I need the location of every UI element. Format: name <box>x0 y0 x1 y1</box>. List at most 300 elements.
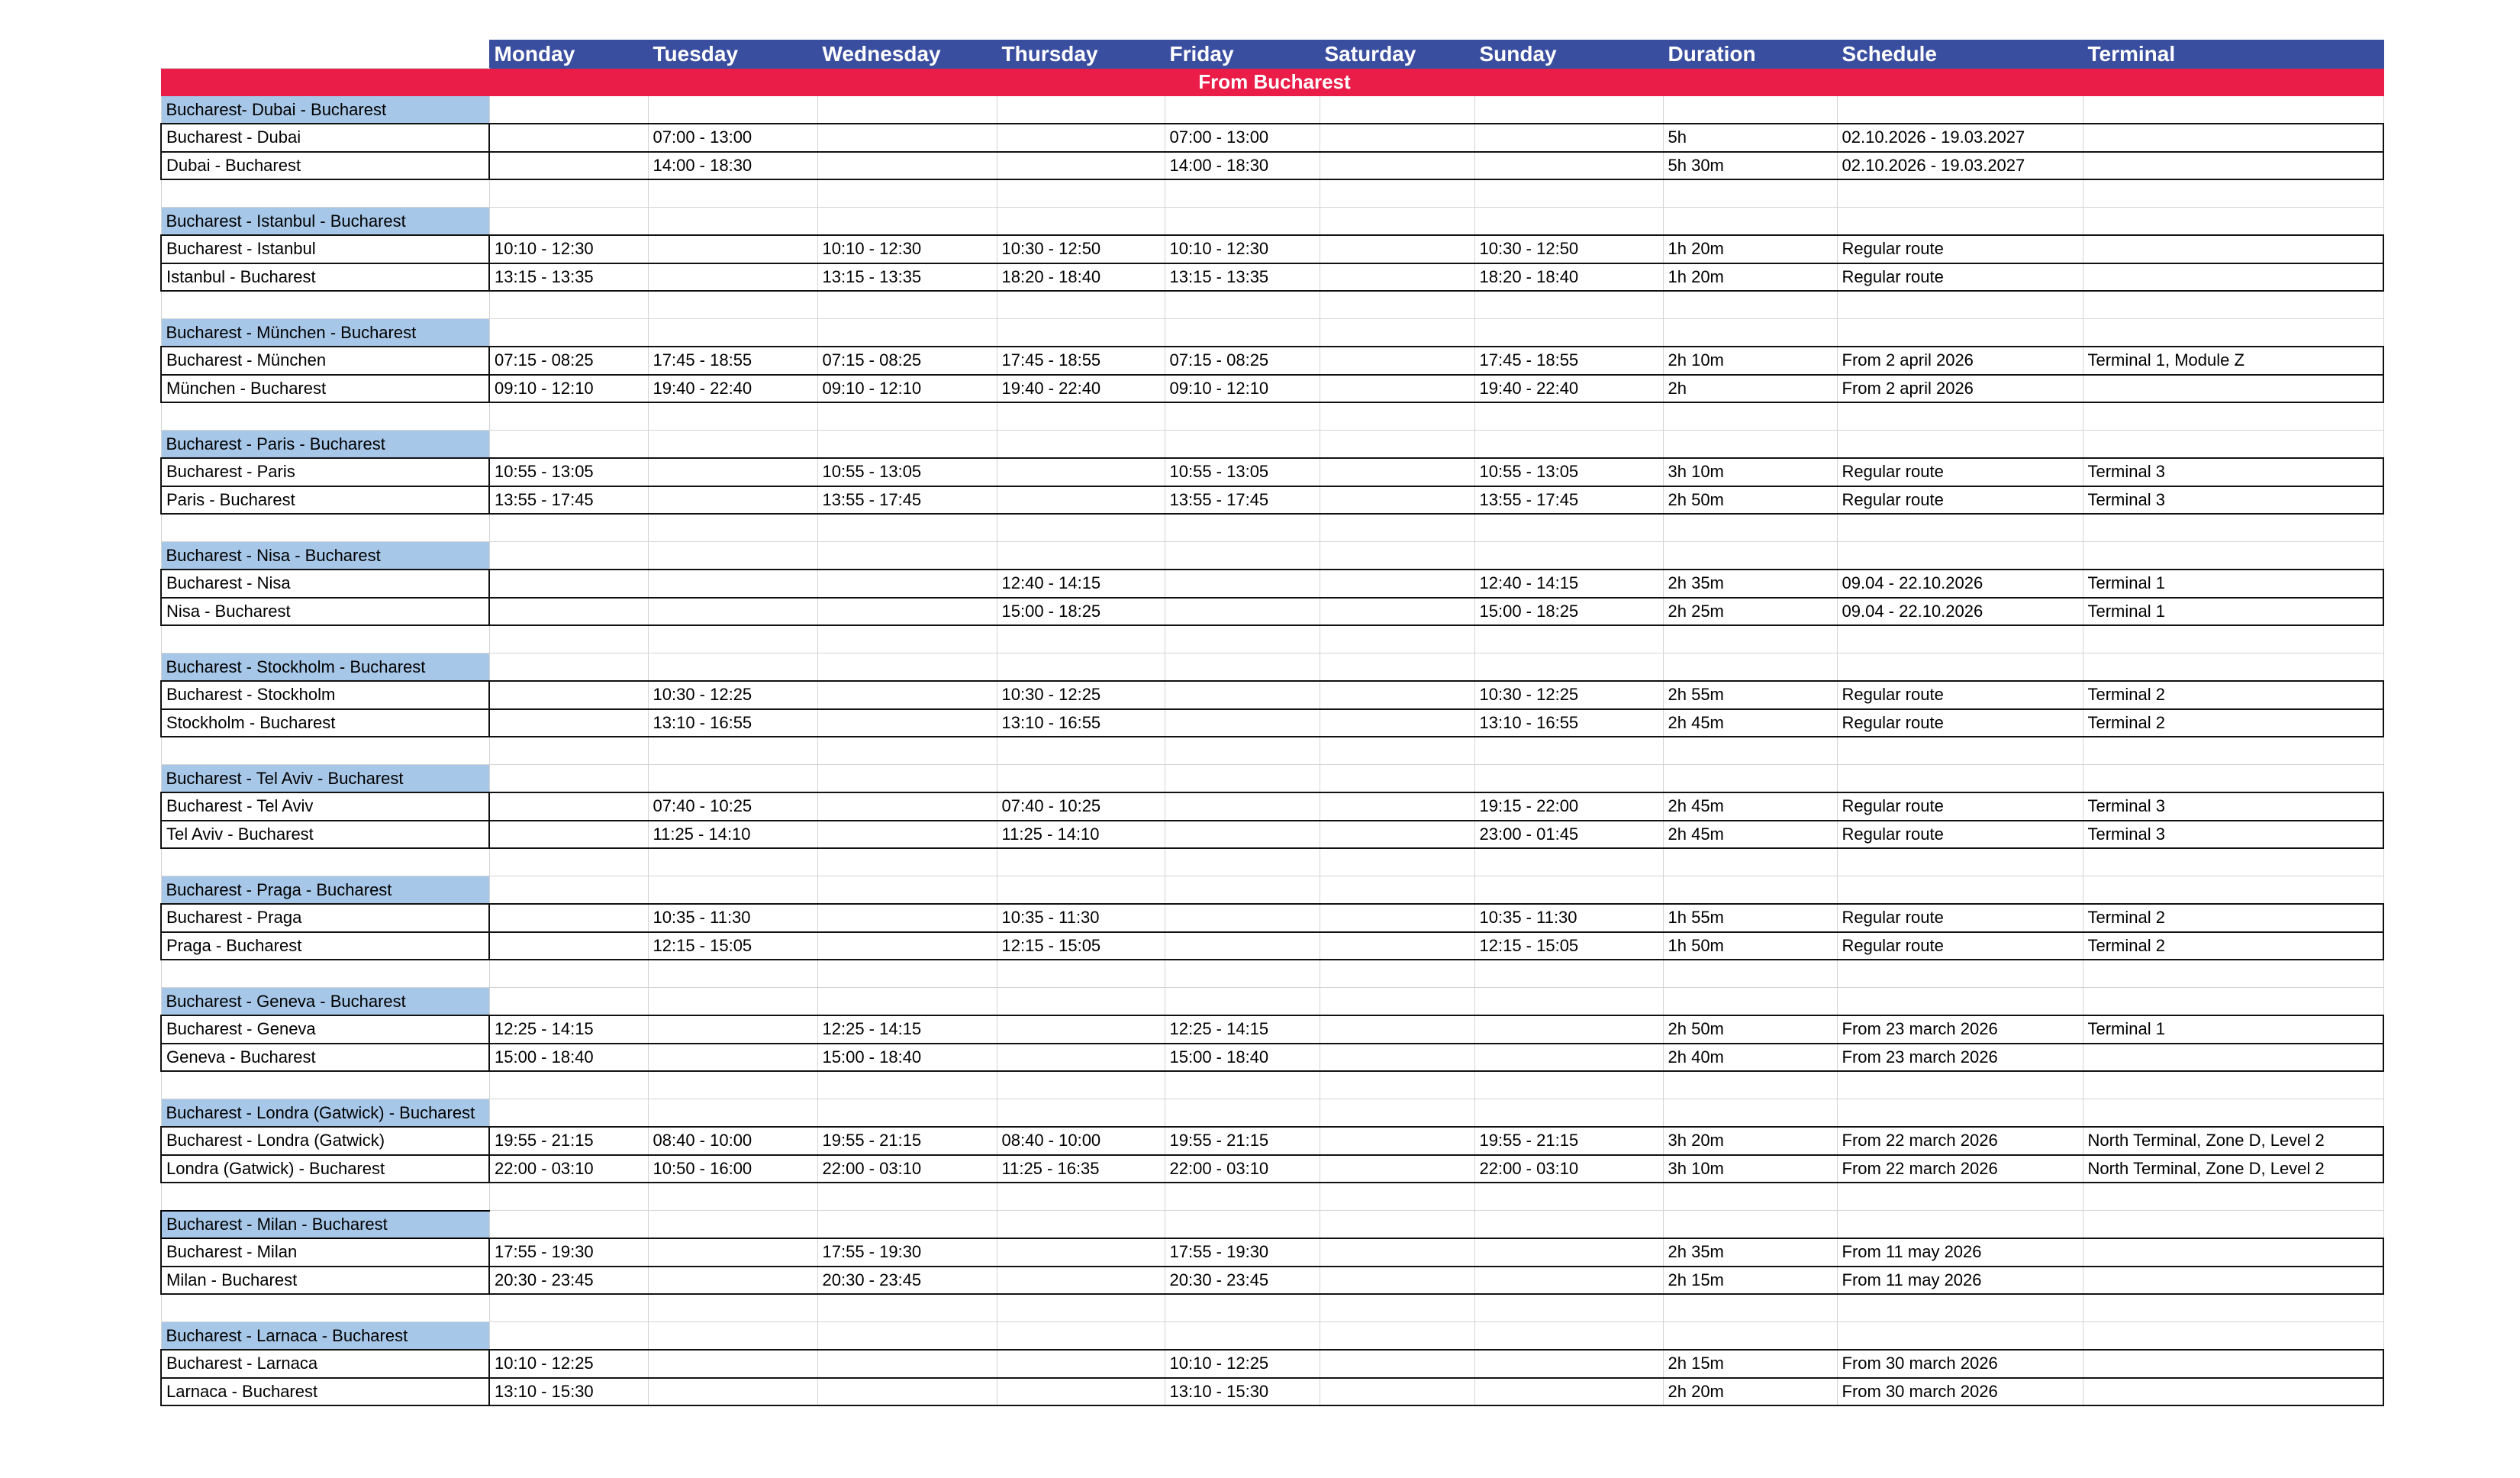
cell-sunday[interactable]: 19:40 - 22:40 <box>1474 375 1663 403</box>
empty-cell[interactable] <box>489 208 648 236</box>
cell-saturday[interactable] <box>1320 235 1474 263</box>
route-cell[interactable]: Bucharest - Paris <box>161 458 489 486</box>
empty-cell[interactable] <box>997 208 1165 236</box>
empty-cell[interactable] <box>1837 1294 2083 1322</box>
cell-duration[interactable]: 2h 15m <box>1663 1350 1837 1378</box>
empty-cell[interactable] <box>817 653 997 682</box>
cell-saturday[interactable] <box>1320 932 1474 960</box>
empty-cell[interactable] <box>1474 960 1663 988</box>
empty-cell[interactable] <box>1663 96 1837 124</box>
cell-duration[interactable]: 5h <box>1663 124 1837 152</box>
route-group-title[interactable]: Bucharest - Geneva - Bucharest <box>161 988 489 1016</box>
empty-cell[interactable] <box>997 1183 1165 1211</box>
empty-cell[interactable] <box>1165 1211 1320 1239</box>
empty-cell[interactable] <box>1663 737 1837 765</box>
cell-friday[interactable] <box>1165 792 1320 821</box>
empty-cell[interactable] <box>1320 653 1474 682</box>
empty-cell[interactable] <box>1320 1099 1474 1128</box>
cell-friday[interactable]: 10:10 - 12:30 <box>1165 235 1320 263</box>
empty-cell[interactable] <box>1837 1183 2083 1211</box>
empty-cell[interactable] <box>489 514 648 542</box>
cell-wednesday[interactable] <box>817 124 997 152</box>
cell-thursday[interactable]: 12:15 - 15:05 <box>997 932 1165 960</box>
cell-thursday[interactable] <box>997 486 1165 515</box>
cell-schedule[interactable]: From 2 april 2026 <box>1837 375 2083 403</box>
empty-cell[interactable] <box>648 1183 817 1211</box>
cell-saturday[interactable] <box>1320 263 1474 292</box>
cell-tuesday[interactable] <box>648 1267 817 1295</box>
cell-schedule[interactable]: Regular route <box>1837 681 2083 709</box>
route-cell[interactable]: Stockholm - Bucharest <box>161 709 489 737</box>
cell-tuesday[interactable]: 10:50 - 16:00 <box>648 1155 817 1183</box>
route-cell[interactable]: Milan - Bucharest <box>161 1267 489 1295</box>
empty-cell[interactable] <box>1474 848 1663 876</box>
empty-cell[interactable] <box>997 876 1165 905</box>
cell-friday[interactable] <box>1165 709 1320 737</box>
empty-cell[interactable] <box>648 431 817 459</box>
cell-thursday[interactable]: 10:30 - 12:25 <box>997 681 1165 709</box>
cell-sunday[interactable]: 23:00 - 01:45 <box>1474 821 1663 849</box>
empty-cell[interactable] <box>1165 653 1320 682</box>
route-group-title[interactable]: Bucharest - Nisa - Bucharest <box>161 542 489 570</box>
cell-schedule[interactable]: Regular route <box>1837 792 2083 821</box>
empty-cell[interactable] <box>1320 431 1474 459</box>
empty-cell[interactable] <box>2083 542 2383 570</box>
cell-duration[interactable]: 2h 25m <box>1663 598 1837 626</box>
empty-cell[interactable] <box>2083 1183 2383 1211</box>
cell-terminal[interactable] <box>2083 152 2383 180</box>
cell-terminal[interactable]: Terminal 1 <box>2083 1015 2383 1044</box>
empty-cell[interactable] <box>1165 514 1320 542</box>
empty-cell[interactable] <box>1663 876 1837 905</box>
header-corner-cell[interactable] <box>161 40 489 69</box>
cell-saturday[interactable] <box>1320 681 1474 709</box>
header-thursday[interactable]: Thursday <box>997 40 1165 69</box>
empty-cell[interactable] <box>1837 876 2083 905</box>
header-saturday[interactable]: Saturday <box>1320 40 1474 69</box>
cell-friday[interactable]: 10:55 - 13:05 <box>1165 458 1320 486</box>
cell-friday[interactable]: 10:10 - 12:25 <box>1165 1350 1320 1378</box>
cell-saturday[interactable] <box>1320 1267 1474 1295</box>
cell-monday[interactable]: 20:30 - 23:45 <box>489 1267 648 1295</box>
empty-cell[interactable] <box>1663 960 1837 988</box>
cell-thursday[interactable] <box>997 1350 1165 1378</box>
cell-sunday[interactable]: 19:55 - 21:15 <box>1474 1127 1663 1155</box>
cell-duration[interactable]: 1h 55m <box>1663 904 1837 932</box>
cell-sunday[interactable]: 10:55 - 13:05 <box>1474 458 1663 486</box>
empty-cell[interactable] <box>2083 514 2383 542</box>
empty-cell[interactable] <box>817 1322 997 1351</box>
empty-cell[interactable] <box>1320 1183 1474 1211</box>
cell-sunday[interactable] <box>1474 1044 1663 1072</box>
cell-schedule[interactable]: 02.10.2026 - 19.03.2027 <box>1837 124 2083 152</box>
empty-cell[interactable] <box>1663 765 1837 793</box>
route-group-title[interactable]: Bucharest - Larnaca - Bucharest <box>161 1322 489 1351</box>
cell-monday[interactable]: 07:15 - 08:25 <box>489 347 648 375</box>
cell-terminal[interactable]: Terminal 3 <box>2083 821 2383 849</box>
cell-schedule[interactable]: From 11 may 2026 <box>1837 1267 2083 1295</box>
empty-cell[interactable] <box>1663 402 1837 431</box>
empty-cell[interactable] <box>648 625 817 653</box>
cell-wednesday[interactable] <box>817 709 997 737</box>
empty-cell[interactable] <box>489 765 648 793</box>
cell-tuesday[interactable]: 10:35 - 11:30 <box>648 904 817 932</box>
cell-tuesday[interactable]: 14:00 - 18:30 <box>648 152 817 180</box>
cell-wednesday[interactable] <box>817 904 997 932</box>
empty-cell[interactable] <box>489 291 648 319</box>
cell-friday[interactable]: 13:15 - 13:35 <box>1165 263 1320 292</box>
cell-sunday[interactable] <box>1474 124 1663 152</box>
cell-wednesday[interactable]: 07:15 - 08:25 <box>817 347 997 375</box>
empty-cell[interactable] <box>1837 431 2083 459</box>
cell-schedule[interactable]: From 11 may 2026 <box>1837 1238 2083 1267</box>
empty-cell[interactable] <box>997 1099 1165 1128</box>
cell-duration[interactable]: 1h 50m <box>1663 932 1837 960</box>
cell-tuesday[interactable] <box>648 1044 817 1072</box>
cell-thursday[interactable]: 13:10 - 16:55 <box>997 709 1165 737</box>
cell-duration[interactable]: 2h 45m <box>1663 821 1837 849</box>
empty-cell[interactable] <box>1165 737 1320 765</box>
cell-friday[interactable] <box>1165 570 1320 598</box>
empty-cell[interactable] <box>1663 291 1837 319</box>
header-schedule[interactable]: Schedule <box>1837 40 2083 69</box>
route-cell[interactable]: Tel Aviv - Bucharest <box>161 821 489 849</box>
route-cell[interactable]: Bucharest - Stockholm <box>161 681 489 709</box>
cell-duration[interactable]: 3h 20m <box>1663 1127 1837 1155</box>
empty-cell[interactable] <box>1474 625 1663 653</box>
empty-cell[interactable] <box>1663 1183 1837 1211</box>
empty-cell[interactable] <box>1474 1322 1663 1351</box>
empty-cell[interactable] <box>1663 179 1837 208</box>
cell-friday[interactable]: 13:55 - 17:45 <box>1165 486 1320 515</box>
route-cell[interactable]: Bucharest - Geneva <box>161 1015 489 1044</box>
cell-saturday[interactable] <box>1320 486 1474 515</box>
cell-saturday[interactable] <box>1320 821 1474 849</box>
cell-terminal[interactable]: Terminal 2 <box>2083 681 2383 709</box>
empty-cell[interactable] <box>489 737 648 765</box>
cell-duration[interactable]: 2h 45m <box>1663 709 1837 737</box>
empty-cell[interactable] <box>997 960 1165 988</box>
cell-schedule[interactable]: From 23 march 2026 <box>1837 1015 2083 1044</box>
empty-cell[interactable] <box>489 960 648 988</box>
empty-cell[interactable] <box>1474 179 1663 208</box>
empty-cell[interactable] <box>1165 1183 1320 1211</box>
empty-cell[interactable] <box>1320 542 1474 570</box>
empty-cell[interactable] <box>648 988 817 1016</box>
cell-tuesday[interactable]: 08:40 - 10:00 <box>648 1127 817 1155</box>
cell-monday[interactable] <box>489 932 648 960</box>
cell-schedule[interactable]: 09.04 - 22.10.2026 <box>1837 598 2083 626</box>
empty-cell[interactable] <box>817 542 997 570</box>
cell-saturday[interactable] <box>1320 1238 1474 1267</box>
cell-monday[interactable] <box>489 152 648 180</box>
cell-sunday[interactable]: 12:40 - 14:15 <box>1474 570 1663 598</box>
empty-cell[interactable] <box>1663 514 1837 542</box>
empty-cell[interactable] <box>1837 1071 2083 1099</box>
empty-cell[interactable] <box>648 848 817 876</box>
empty-cell[interactable] <box>1320 876 1474 905</box>
empty-cell[interactable] <box>1474 291 1663 319</box>
empty-cell[interactable] <box>817 960 997 988</box>
cell-terminal[interactable]: North Terminal, Zone D, Level 2 <box>2083 1127 2383 1155</box>
empty-cell[interactable] <box>161 960 489 988</box>
cell-sunday[interactable] <box>1474 152 1663 180</box>
empty-cell[interactable] <box>161 1071 489 1099</box>
cell-wednesday[interactable] <box>817 570 997 598</box>
empty-cell[interactable] <box>1165 1322 1320 1351</box>
empty-cell[interactable] <box>1837 1211 2083 1239</box>
empty-cell[interactable] <box>1474 1071 1663 1099</box>
empty-cell[interactable] <box>2083 402 2383 431</box>
empty-cell[interactable] <box>817 402 997 431</box>
cell-tuesday[interactable] <box>648 570 817 598</box>
empty-cell[interactable] <box>997 431 1165 459</box>
empty-cell[interactable] <box>1837 208 2083 236</box>
cell-thursday[interactable]: 15:00 - 18:25 <box>997 598 1165 626</box>
cell-tuesday[interactable] <box>648 1238 817 1267</box>
empty-cell[interactable] <box>997 1071 1165 1099</box>
cell-saturday[interactable] <box>1320 375 1474 403</box>
cell-duration[interactable]: 2h 35m <box>1663 1238 1837 1267</box>
cell-terminal[interactable]: Terminal 2 <box>2083 709 2383 737</box>
cell-schedule[interactable]: 02.10.2026 - 19.03.2027 <box>1837 152 2083 180</box>
empty-cell[interactable] <box>2083 765 2383 793</box>
route-cell[interactable]: Praga - Bucharest <box>161 932 489 960</box>
empty-cell[interactable] <box>1474 1183 1663 1211</box>
section-title-from-bucharest[interactable]: From Bucharest <box>161 68 2383 96</box>
cell-wednesday[interactable]: 10:55 - 13:05 <box>817 458 997 486</box>
empty-cell[interactable] <box>2083 1322 2383 1351</box>
cell-duration[interactable]: 5h 30m <box>1663 152 1837 180</box>
cell-thursday[interactable] <box>997 124 1165 152</box>
cell-monday[interactable] <box>489 570 648 598</box>
empty-cell[interactable] <box>1474 653 1663 682</box>
empty-cell[interactable] <box>161 402 489 431</box>
cell-duration[interactable]: 2h 50m <box>1663 486 1837 515</box>
route-group-title[interactable]: Bucharest- Dubai - Bucharest <box>161 96 489 124</box>
cell-terminal[interactable]: Terminal 3 <box>2083 458 2383 486</box>
empty-cell[interactable] <box>648 179 817 208</box>
empty-cell[interactable] <box>2083 208 2383 236</box>
empty-cell[interactable] <box>489 1183 648 1211</box>
cell-terminal[interactable] <box>2083 1238 2383 1267</box>
empty-cell[interactable] <box>817 1071 997 1099</box>
cell-monday[interactable]: 10:55 - 13:05 <box>489 458 648 486</box>
empty-cell[interactable] <box>1663 431 1837 459</box>
empty-cell[interactable] <box>648 1322 817 1351</box>
cell-terminal[interactable] <box>2083 235 2383 263</box>
route-group-title[interactable]: Bucharest - Istanbul - Bucharest <box>161 208 489 236</box>
route-cell[interactable]: Paris - Bucharest <box>161 486 489 515</box>
empty-cell[interactable] <box>1165 1071 1320 1099</box>
empty-cell[interactable] <box>1474 1211 1663 1239</box>
empty-cell[interactable] <box>817 291 997 319</box>
empty-cell[interactable] <box>2083 1099 2383 1128</box>
cell-friday[interactable]: 12:25 - 14:15 <box>1165 1015 1320 1044</box>
route-cell[interactable]: Bucharest - Larnaca <box>161 1350 489 1378</box>
cell-sunday[interactable]: 13:10 - 16:55 <box>1474 709 1663 737</box>
empty-cell[interactable] <box>2083 1211 2383 1239</box>
cell-wednesday[interactable]: 12:25 - 14:15 <box>817 1015 997 1044</box>
cell-tuesday[interactable]: 13:10 - 16:55 <box>648 709 817 737</box>
empty-cell[interactable] <box>1320 765 1474 793</box>
cell-duration[interactable]: 2h 45m <box>1663 792 1837 821</box>
cell-wednesday[interactable]: 20:30 - 23:45 <box>817 1267 997 1295</box>
empty-cell[interactable] <box>1165 625 1320 653</box>
cell-saturday[interactable] <box>1320 1127 1474 1155</box>
empty-cell[interactable] <box>817 1294 997 1322</box>
cell-monday[interactable]: 19:55 - 21:15 <box>489 1127 648 1155</box>
empty-cell[interactable] <box>648 737 817 765</box>
cell-duration[interactable]: 2h 35m <box>1663 570 1837 598</box>
cell-tuesday[interactable] <box>648 1350 817 1378</box>
cell-saturday[interactable] <box>1320 1044 1474 1072</box>
empty-cell[interactable] <box>1663 1211 1837 1239</box>
cell-saturday[interactable] <box>1320 1155 1474 1183</box>
cell-thursday[interactable]: 19:40 - 22:40 <box>997 375 1165 403</box>
empty-cell[interactable] <box>1837 179 2083 208</box>
empty-cell[interactable] <box>489 431 648 459</box>
cell-duration[interactable]: 2h 15m <box>1663 1267 1837 1295</box>
cell-friday[interactable]: 20:30 - 23:45 <box>1165 1267 1320 1295</box>
empty-cell[interactable] <box>1474 1294 1663 1322</box>
cell-sunday[interactable]: 22:00 - 03:10 <box>1474 1155 1663 1183</box>
empty-cell[interactable] <box>1837 291 2083 319</box>
empty-cell[interactable] <box>648 1294 817 1322</box>
route-group-title[interactable]: Bucharest - München - Bucharest <box>161 319 489 347</box>
empty-cell[interactable] <box>161 1183 489 1211</box>
empty-cell[interactable] <box>2083 319 2383 347</box>
empty-cell[interactable] <box>817 765 997 793</box>
cell-friday[interactable]: 09:10 - 12:10 <box>1165 375 1320 403</box>
cell-wednesday[interactable] <box>817 1350 997 1378</box>
empty-cell[interactable] <box>161 848 489 876</box>
empty-cell[interactable] <box>997 319 1165 347</box>
cell-saturday[interactable] <box>1320 458 1474 486</box>
empty-cell[interactable] <box>1165 1294 1320 1322</box>
empty-cell[interactable] <box>489 1211 648 1239</box>
route-group-title[interactable]: Bucharest - Tel Aviv - Bucharest <box>161 765 489 793</box>
cell-tuesday[interactable]: 07:40 - 10:25 <box>648 792 817 821</box>
cell-terminal[interactable]: Terminal 2 <box>2083 904 2383 932</box>
empty-cell[interactable] <box>489 96 648 124</box>
empty-cell[interactable] <box>1663 1322 1837 1351</box>
empty-cell[interactable] <box>2083 653 2383 682</box>
cell-thursday[interactable]: 11:25 - 16:35 <box>997 1155 1165 1183</box>
empty-cell[interactable] <box>1837 737 2083 765</box>
empty-cell[interactable] <box>1165 542 1320 570</box>
route-cell[interactable]: Nisa - Bucharest <box>161 598 489 626</box>
cell-duration[interactable]: 3h 10m <box>1663 1155 1837 1183</box>
empty-cell[interactable] <box>489 876 648 905</box>
empty-cell[interactable] <box>1165 876 1320 905</box>
cell-schedule[interactable]: 09.04 - 22.10.2026 <box>1837 570 2083 598</box>
empty-cell[interactable] <box>648 542 817 570</box>
empty-cell[interactable] <box>2083 431 2383 459</box>
empty-cell[interactable] <box>1474 876 1663 905</box>
cell-sunday[interactable]: 10:35 - 11:30 <box>1474 904 1663 932</box>
empty-cell[interactable] <box>1474 402 1663 431</box>
cell-tuesday[interactable]: 07:00 - 13:00 <box>648 124 817 152</box>
cell-thursday[interactable]: 11:25 - 14:10 <box>997 821 1165 849</box>
route-group-title[interactable]: Bucharest - Praga - Bucharest <box>161 876 489 905</box>
cell-saturday[interactable] <box>1320 1015 1474 1044</box>
empty-cell[interactable] <box>648 514 817 542</box>
cell-schedule[interactable]: Regular route <box>1837 263 2083 292</box>
empty-cell[interactable] <box>817 1099 997 1128</box>
cell-duration[interactable]: 1h 20m <box>1663 263 1837 292</box>
cell-terminal[interactable]: Terminal 1, Module Z <box>2083 347 2383 375</box>
header-terminal[interactable]: Terminal <box>2083 40 2383 69</box>
empty-cell[interactable] <box>1320 96 1474 124</box>
empty-cell[interactable] <box>489 542 648 570</box>
cell-schedule[interactable]: Regular route <box>1837 458 2083 486</box>
empty-cell[interactable] <box>489 1294 648 1322</box>
empty-cell[interactable] <box>1320 1071 1474 1099</box>
empty-cell[interactable] <box>1320 514 1474 542</box>
route-cell[interactable]: Geneva - Bucharest <box>161 1044 489 1072</box>
empty-cell[interactable] <box>648 876 817 905</box>
empty-cell[interactable] <box>1320 319 1474 347</box>
empty-cell[interactable] <box>1165 848 1320 876</box>
route-cell[interactable]: Bucharest - Londra (Gatwick) <box>161 1127 489 1155</box>
cell-wednesday[interactable]: 17:55 - 19:30 <box>817 1238 997 1267</box>
cell-tuesday[interactable] <box>648 235 817 263</box>
cell-tuesday[interactable]: 12:15 - 15:05 <box>648 932 817 960</box>
cell-saturday[interactable] <box>1320 709 1474 737</box>
cell-thursday[interactable]: 18:20 - 18:40 <box>997 263 1165 292</box>
empty-cell[interactable] <box>648 96 817 124</box>
empty-cell[interactable] <box>1320 1294 1474 1322</box>
cell-thursday[interactable] <box>997 1378 1165 1406</box>
empty-cell[interactable] <box>817 208 997 236</box>
cell-terminal[interactable] <box>2083 263 2383 292</box>
cell-monday[interactable]: 22:00 - 03:10 <box>489 1155 648 1183</box>
empty-cell[interactable] <box>817 319 997 347</box>
empty-cell[interactable] <box>1837 319 2083 347</box>
empty-cell[interactable] <box>997 1322 1165 1351</box>
cell-friday[interactable]: 15:00 - 18:40 <box>1165 1044 1320 1072</box>
cell-sunday[interactable]: 18:20 - 18:40 <box>1474 263 1663 292</box>
cell-monday[interactable]: 15:00 - 18:40 <box>489 1044 648 1072</box>
route-cell[interactable]: Istanbul - Bucharest <box>161 263 489 292</box>
cell-thursday[interactable] <box>997 1015 1165 1044</box>
empty-cell[interactable] <box>1165 431 1320 459</box>
empty-cell[interactable] <box>489 319 648 347</box>
empty-cell[interactable] <box>489 402 648 431</box>
cell-thursday[interactable] <box>997 1267 1165 1295</box>
cell-friday[interactable]: 07:15 - 08:25 <box>1165 347 1320 375</box>
empty-cell[interactable] <box>1663 848 1837 876</box>
cell-sunday[interactable]: 12:15 - 15:05 <box>1474 932 1663 960</box>
cell-thursday[interactable]: 07:40 - 10:25 <box>997 792 1165 821</box>
empty-cell[interactable] <box>817 848 997 876</box>
cell-schedule[interactable]: From 23 march 2026 <box>1837 1044 2083 1072</box>
cell-thursday[interactable]: 12:40 - 14:15 <box>997 570 1165 598</box>
cell-monday[interactable]: 12:25 - 14:15 <box>489 1015 648 1044</box>
cell-schedule[interactable]: From 2 april 2026 <box>1837 347 2083 375</box>
cell-sunday[interactable] <box>1474 1350 1663 1378</box>
cell-wednesday[interactable]: 19:55 - 21:15 <box>817 1127 997 1155</box>
empty-cell[interactable] <box>997 291 1165 319</box>
empty-cell[interactable] <box>2083 291 2383 319</box>
empty-cell[interactable] <box>489 625 648 653</box>
empty-cell[interactable] <box>997 988 1165 1016</box>
cell-duration[interactable]: 2h <box>1663 375 1837 403</box>
cell-schedule[interactable]: Regular route <box>1837 904 2083 932</box>
cell-sunday[interactable] <box>1474 1238 1663 1267</box>
empty-cell[interactable] <box>648 1211 817 1239</box>
